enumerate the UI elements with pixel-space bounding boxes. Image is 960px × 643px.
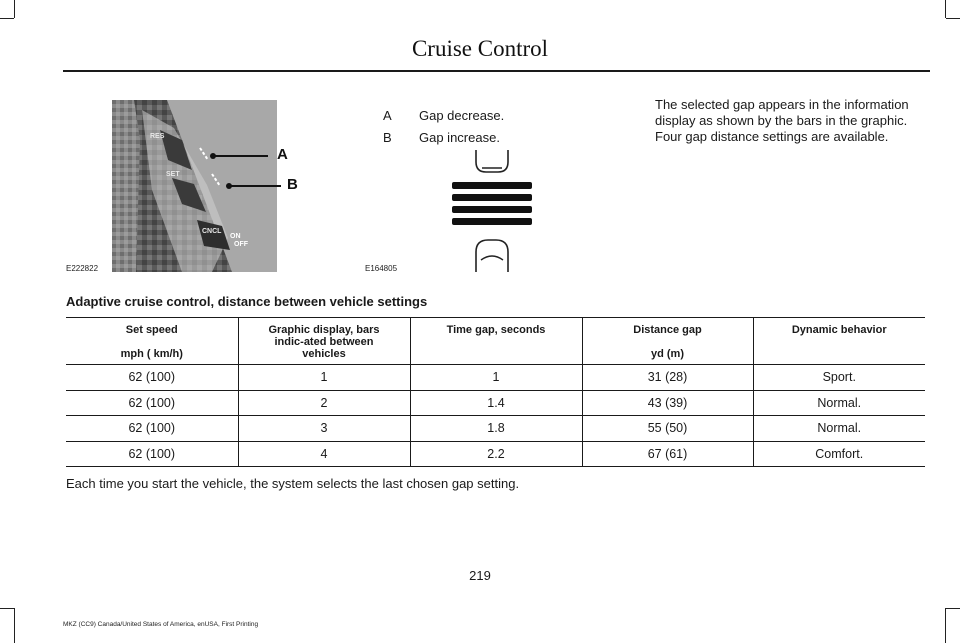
column-header: [238, 318, 410, 365]
table-cell: 55 (50): [582, 416, 753, 442]
table-row: [66, 365, 925, 391]
page-number: 219: [469, 568, 491, 583]
column-header: [753, 318, 925, 365]
button-set-label: SET: [166, 171, 180, 178]
column-header: [582, 318, 753, 365]
table-cell: Normal.: [753, 390, 925, 416]
callout-b-label: B: [287, 176, 298, 193]
callout-a-line: [213, 155, 268, 157]
legend-key: A: [383, 107, 392, 123]
table-cell: 1.4: [410, 390, 582, 416]
table-caption: Adaptive cruise control, distance between vehicle settings: [66, 294, 428, 309]
callout-a-dot: [210, 153, 216, 159]
table-cell: 43 (39): [582, 390, 753, 416]
column-header: [66, 318, 238, 365]
table-cell: 2.2: [410, 441, 582, 467]
button-res-label: RES: [150, 133, 165, 140]
gap-bar: [452, 182, 532, 189]
table-row: [66, 416, 925, 442]
gap-bar: [452, 194, 532, 201]
button-cncl-label: CNCL: [202, 228, 222, 235]
table-cell: 1.8: [410, 416, 582, 442]
table-cell: 62 (100): [66, 416, 238, 442]
table-cell: 1: [410, 365, 582, 391]
figure-code-wheel: E222822: [66, 264, 99, 273]
crop-mark: [946, 18, 960, 19]
button-off-label: OFF: [234, 241, 248, 248]
crop-mark: [14, 0, 15, 18]
callout-legend: [383, 104, 504, 148]
callout-b-line: [229, 185, 281, 187]
column-header-unit: yd (m): [651, 348, 684, 360]
crop-mark: [0, 608, 14, 609]
column-header: [410, 318, 582, 365]
column-header-main: Distance gap: [633, 324, 702, 336]
table-row: [66, 390, 925, 416]
button-on-label: ON: [230, 233, 241, 240]
legend-row-b: [383, 126, 504, 148]
table-row: [66, 441, 925, 467]
intro-paragraph: The selected gap appears in the information display as shown by the bars in the graphic. Four gap distance settings are available.: [655, 97, 909, 144]
table-cell: Sport.: [753, 365, 925, 391]
closing-paragraph: Each time you start the vehicle, the system selects the last chosen gap setting.: [66, 476, 520, 491]
legend-key: B: [383, 129, 392, 145]
table-cell: 62 (100): [66, 365, 238, 391]
gap-bar: [452, 206, 532, 213]
title-rule: [63, 70, 930, 72]
crop-mark: [945, 608, 946, 643]
crop-mark: [946, 608, 960, 609]
table-cell: Comfort.: [753, 441, 925, 467]
column-header-main: Time gap, seconds: [446, 324, 546, 336]
callout-a-label: A: [277, 146, 288, 163]
table-cell: 3: [238, 416, 410, 442]
table-cell: 67 (61): [582, 441, 753, 467]
table-header-row: [66, 318, 925, 365]
gap-display-graphic: [450, 148, 534, 274]
crop-mark: [0, 18, 14, 19]
table-cell: 62 (100): [66, 441, 238, 467]
footer-text: MKZ (CC9) Canada/United States of America, enUSA, First Printing: [63, 621, 259, 628]
figure-code-gap: E164805: [365, 264, 398, 273]
column-header-unit: mph ( km/h): [120, 348, 183, 360]
column-header-main: Graphic display, bars indic-ated between vehicles: [268, 324, 380, 360]
page-title: Cruise Control: [411, 36, 549, 61]
legend-text: Gap increase.: [419, 129, 500, 145]
table-cell: 4: [238, 441, 410, 467]
table-cell: 2: [238, 390, 410, 416]
column-header-main: Dynamic behavior: [791, 324, 887, 336]
legend-text: Gap decrease.: [419, 107, 505, 123]
legend-row-a: [383, 104, 504, 126]
gap-bars: [452, 182, 532, 225]
table-cell: Normal.: [753, 416, 925, 442]
gap-bar: [452, 218, 532, 225]
crop-mark: [945, 0, 946, 18]
table-cell: 31 (28): [582, 365, 753, 391]
crop-mark: [14, 608, 15, 643]
table-cell: 1: [238, 365, 410, 391]
gap-settings-table: [66, 317, 925, 467]
table-cell: 62 (100): [66, 390, 238, 416]
column-header-main: Set speed: [125, 324, 178, 336]
gap-display-illustration: [450, 148, 534, 274]
callout-b-dot: [226, 183, 232, 189]
